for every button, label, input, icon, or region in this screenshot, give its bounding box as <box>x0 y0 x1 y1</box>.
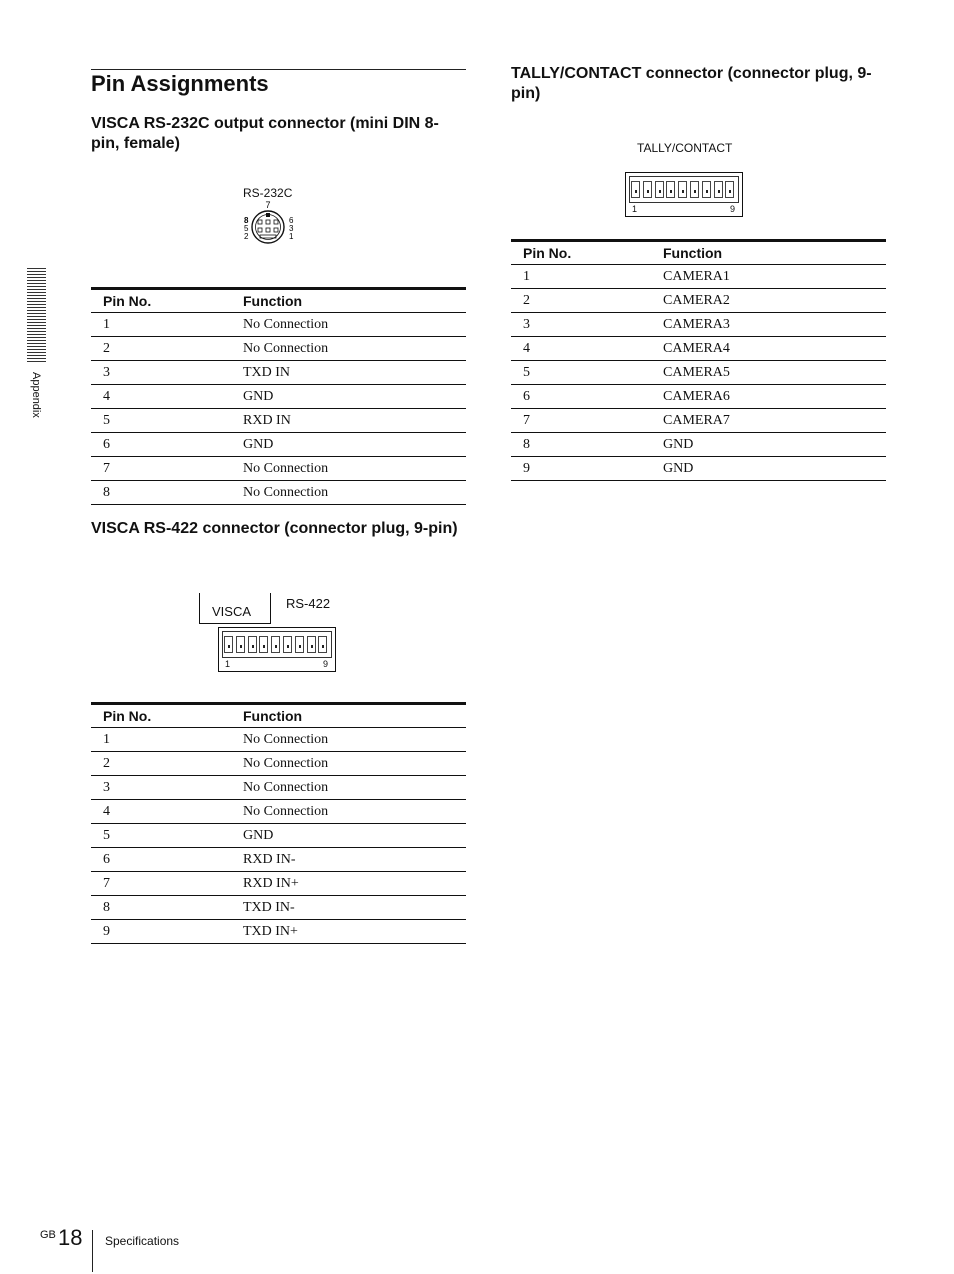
table-row <box>511 265 886 289</box>
function-cell: CAMERA5 <box>651 361 886 385</box>
function-header: Function <box>231 289 466 313</box>
pin-no-cell: 3 <box>511 313 651 337</box>
pin-no-cell: 7 <box>91 457 231 481</box>
footer-divider <box>92 1230 93 1272</box>
pin-no-cell: 4 <box>91 800 231 824</box>
rs232c-pin-label-1: 1 <box>289 232 294 241</box>
function-cell: No Connection <box>231 800 466 824</box>
side-tab-label: Appendix <box>30 372 42 418</box>
table-row <box>91 896 466 920</box>
function-cell: No Connection <box>231 313 466 337</box>
pin-no-cell: 2 <box>511 289 651 313</box>
table-row <box>511 433 886 457</box>
table-row <box>91 433 466 457</box>
terminal-pin-slot <box>631 181 640 198</box>
pin-no-cell: 1 <box>511 265 651 289</box>
pin-no-cell: 8 <box>91 481 231 505</box>
function-cell: No Connection <box>231 457 466 481</box>
terminal-pin-slot <box>236 636 245 653</box>
rs232c-diagram-label: RS-232C <box>243 186 293 200</box>
table-row <box>91 313 466 337</box>
pin-no-cell: 6 <box>511 385 651 409</box>
table-row <box>91 337 466 361</box>
footer-section-label: Specifications <box>105 1234 180 1248</box>
side-tab-marker <box>27 268 46 362</box>
table-row <box>91 752 466 776</box>
table-row <box>91 848 466 872</box>
pin-no-cell: 8 <box>511 433 651 457</box>
table-row <box>511 385 886 409</box>
pin-no-cell: 2 <box>91 752 231 776</box>
rs232c-pin-label-3: 3 <box>289 224 294 233</box>
pin-no-cell: 4 <box>511 337 651 361</box>
rs422-pin-last-label: 9 <box>323 659 329 669</box>
pin-no-cell: 1 <box>91 728 231 752</box>
terminal-pin-slot <box>318 636 327 653</box>
footer-page-number: 18 <box>58 1225 83 1250</box>
pin-no-cell: 9 <box>91 920 231 944</box>
table-row <box>91 800 466 824</box>
rs422-pin-table <box>91 702 466 944</box>
terminal-pin-slot <box>643 181 652 198</box>
terminal-pin-slot <box>307 636 316 653</box>
visca-label: VISCA <box>212 604 252 619</box>
table-row <box>511 409 886 433</box>
pin-no-cell: 4 <box>91 385 231 409</box>
function-cell: CAMERA4 <box>651 337 886 361</box>
terminal-pin-slot <box>224 636 233 653</box>
table-row <box>511 289 886 313</box>
pin-no-header: Pin No. <box>91 704 231 728</box>
function-cell: RXD IN+ <box>231 872 466 896</box>
table-row <box>91 481 466 505</box>
terminal-pin-slot <box>702 181 711 198</box>
pin-no-header: Pin No. <box>91 289 231 313</box>
tally-pin-first-label: 1 <box>632 204 638 214</box>
table-row <box>91 409 466 433</box>
rs422-pin-first-label: 1 <box>225 659 231 669</box>
table-row <box>511 361 886 385</box>
function-cell: TXD IN+ <box>231 920 466 944</box>
terminal-pin-slot <box>690 181 699 198</box>
table-row <box>91 776 466 800</box>
function-cell: CAMERA6 <box>651 385 886 409</box>
function-cell: CAMERA2 <box>651 289 886 313</box>
pin-no-cell: 3 <box>91 361 231 385</box>
tally-pin-table <box>511 239 886 481</box>
function-cell: GND <box>231 385 466 409</box>
function-cell: GND <box>231 433 466 457</box>
function-cell: TXD IN- <box>231 896 466 920</box>
rs232c-pin-label-7: 7 <box>265 200 271 210</box>
terminal-pin-slot <box>271 636 280 653</box>
table-row <box>91 457 466 481</box>
function-cell: GND <box>651 433 886 457</box>
table-row <box>91 361 466 385</box>
function-cell: No Connection <box>231 728 466 752</box>
terminal-pin-slot <box>678 181 687 198</box>
rs232c-pin-label-5: 5 <box>244 224 249 233</box>
pin-no-cell: 9 <box>511 457 651 481</box>
footer-region-label: GB <box>40 1229 56 1241</box>
table-row <box>91 872 466 896</box>
pin-no-cell: 2 <box>91 337 231 361</box>
function-cell: No Connection <box>231 337 466 361</box>
pin-no-cell: 6 <box>91 433 231 457</box>
table-row <box>91 385 466 409</box>
rs232c-pin-label-6: 6 <box>289 216 294 225</box>
pin-no-cell: 5 <box>91 409 231 433</box>
pin-no-cell: 3 <box>91 776 231 800</box>
table-row <box>511 337 886 361</box>
table-row <box>91 920 466 944</box>
pin-no-cell: 1 <box>91 313 231 337</box>
function-cell: GND <box>651 457 886 481</box>
table-row <box>511 313 886 337</box>
mini-din-connector-diagram <box>238 200 298 248</box>
tally-terminal-block-diagram <box>625 172 743 217</box>
pin-no-header: Pin No. <box>511 241 651 265</box>
terminal-pin-slot <box>725 181 734 198</box>
pin-no-cell: 8 <box>91 896 231 920</box>
rs232c-pin-label-2: 2 <box>244 232 249 241</box>
function-cell: No Connection <box>231 481 466 505</box>
terminal-pin-slot <box>248 636 257 653</box>
pin-no-cell: 5 <box>91 824 231 848</box>
pin-no-cell: 5 <box>511 361 651 385</box>
rs422-diagram-label: RS-422 <box>286 596 331 611</box>
tally-pin-last-label: 9 <box>730 204 736 214</box>
table-row <box>91 824 466 848</box>
function-cell: RXD IN <box>231 409 466 433</box>
table-row <box>511 457 886 481</box>
terminal-pin-slot <box>259 636 268 653</box>
function-header: Function <box>651 241 886 265</box>
function-cell: No Connection <box>231 752 466 776</box>
function-cell: RXD IN- <box>231 848 466 872</box>
terminal-pin-slot <box>714 181 723 198</box>
rs422-terminal-block-diagram <box>218 627 336 672</box>
function-cell: CAMERA7 <box>651 409 886 433</box>
terminal-pin-slot <box>283 636 292 653</box>
function-header: Function <box>231 704 466 728</box>
function-cell: CAMERA3 <box>651 313 886 337</box>
terminal-pin-slot <box>666 181 675 198</box>
rs232c-heading: VISCA RS-232C output connector (mini DIN 8-pin, female) <box>91 115 439 152</box>
page-title: Pin Assignments <box>91 69 466 97</box>
rs232c-pin-label-8: 8 <box>244 216 249 225</box>
tally-diagram-label: TALLY/CONTACT <box>637 141 733 155</box>
function-cell: No Connection <box>231 776 466 800</box>
function-cell: TXD IN <box>231 361 466 385</box>
tally-heading: TALLY/CONTACT connector (connector plug, 9-pin) <box>511 65 872 102</box>
pin-no-cell: 7 <box>511 409 651 433</box>
pin-no-cell: 7 <box>91 872 231 896</box>
visca-label-box <box>199 593 271 624</box>
function-cell: GND <box>231 824 466 848</box>
terminal-pin-slot <box>655 181 664 198</box>
terminal-pin-slot <box>295 636 304 653</box>
rs232c-pin-table <box>91 287 466 505</box>
table-row <box>91 728 466 752</box>
function-cell: CAMERA1 <box>651 265 886 289</box>
pin-no-cell: 6 <box>91 848 231 872</box>
rs422-heading: VISCA RS-422 connector (connector plug, 9-pin) <box>91 520 458 537</box>
